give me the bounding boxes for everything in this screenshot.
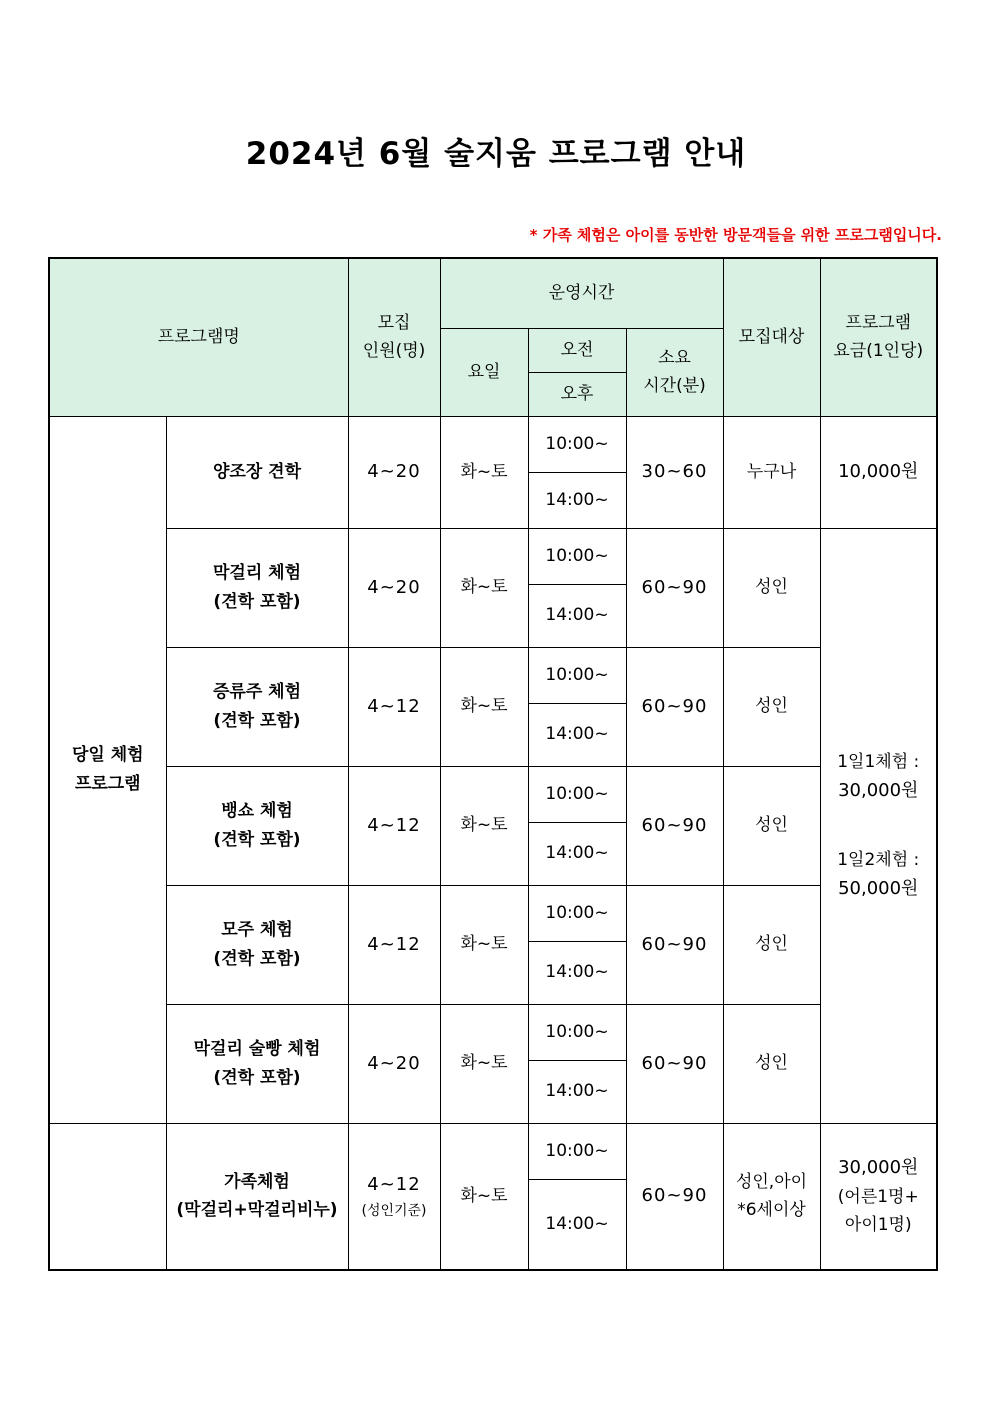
category-line2: 프로그램	[74, 773, 141, 794]
day-value: 화~토	[460, 1186, 508, 1207]
day-cell	[440, 647, 528, 766]
duration-cell	[626, 885, 723, 1004]
day-cell	[440, 416, 528, 528]
target-line1: 누구나	[746, 461, 797, 482]
day-value: 화~토	[460, 461, 508, 482]
program-name-line1: 모주 체험	[221, 920, 293, 941]
time-pm-cell	[528, 822, 626, 885]
day-value: 화~토	[460, 934, 508, 955]
time-am-value: 10:00~	[545, 433, 609, 454]
time-am-cell	[528, 1004, 626, 1060]
target-cell	[723, 766, 820, 885]
time-am-value: 10:00~	[545, 545, 609, 566]
time-am-cell	[528, 647, 626, 703]
table-row	[49, 416, 937, 472]
page-title: 2024년 6월 술지움 프로그램 안내	[245, 136, 747, 172]
program-name-line2: (견학 포함)	[213, 1067, 301, 1088]
duration-value: 60~90	[641, 576, 708, 598]
target-cell	[723, 416, 820, 528]
duration-cell	[626, 1004, 723, 1123]
program-name-cell	[166, 528, 348, 647]
table-row	[49, 528, 937, 584]
fee-experience-1-label: 1일1체험 :	[837, 751, 920, 772]
duration-value: 60~90	[641, 814, 708, 836]
program-name-line2: (견학 포함)	[213, 591, 301, 612]
program-name-line1: 막걸리 체험	[212, 563, 302, 584]
table-row	[49, 647, 937, 703]
time-pm-value: 14:00~	[545, 724, 609, 745]
target-cell	[723, 647, 820, 766]
time-am-cell	[528, 885, 626, 941]
duration-cell	[626, 1123, 723, 1270]
time-am-value: 10:00~	[545, 783, 609, 804]
people-note: (성인기준)	[361, 1202, 427, 1219]
day-cell	[440, 766, 528, 885]
day-value: 화~토	[460, 1053, 508, 1074]
program-name-line2: (막걸리+막걸리비누)	[176, 1200, 338, 1221]
header-operating-hours: 운영시간	[440, 258, 723, 328]
day-value: 화~토	[460, 696, 508, 717]
duration-cell	[626, 766, 723, 885]
program-table	[48, 257, 938, 1271]
time-pm-cell	[528, 1060, 626, 1123]
header-fee-line2: 요금(1인당)	[833, 341, 924, 362]
time-pm-value: 14:00~	[545, 605, 609, 626]
program-name-cell	[166, 766, 348, 885]
day-cell	[440, 1004, 528, 1123]
program-name-cell	[166, 1004, 348, 1123]
program-name-line1: 뱅쇼 체험	[221, 801, 293, 822]
family-note: * 가족 체험은 아이를 동반한 방문객들을 위한 프로그램입니다.	[529, 226, 942, 244]
day-cell	[440, 528, 528, 647]
people-cell	[348, 416, 440, 528]
header-target: 모집대상	[723, 258, 820, 416]
header-fee	[820, 258, 937, 416]
header-day: 요일	[440, 328, 528, 416]
program-name-line1: 증류주 체험	[212, 682, 302, 703]
day-cell	[440, 885, 528, 1004]
category-blank-cell	[49, 1123, 166, 1270]
people-value: 4~12	[367, 1173, 421, 1195]
fee-experience-2-price: 50,000원	[838, 877, 919, 899]
target-line1: 성인	[755, 934, 788, 955]
people-cell	[348, 647, 440, 766]
time-am-value: 10:00~	[545, 1021, 609, 1042]
fee-tour: 10,000원	[838, 461, 919, 483]
header-recruit-line1: 모집	[377, 313, 411, 334]
target-line1: 성인	[755, 815, 788, 836]
target-cell	[723, 1123, 820, 1270]
table-row	[49, 1123, 937, 1179]
header-duration-line1: 소요	[658, 347, 691, 368]
fee-spacer	[821, 806, 937, 846]
fee-experience-2-label: 1일2체험 :	[837, 849, 920, 870]
target-line2: *6세이상	[737, 1200, 806, 1221]
time-pm-cell	[528, 472, 626, 528]
duration-value: 60~90	[641, 1052, 708, 1074]
program-name-cell	[166, 416, 348, 528]
time-am-value: 10:00~	[545, 664, 609, 685]
time-pm-value: 14:00~	[545, 843, 609, 864]
table-row	[49, 766, 937, 822]
people-cell	[348, 766, 440, 885]
target-cell	[723, 885, 820, 1004]
duration-value: 60~90	[641, 695, 708, 717]
header-pm: 오후	[528, 372, 626, 416]
day-value: 화~토	[460, 815, 508, 836]
time-pm-cell	[528, 1179, 626, 1270]
program-name-cell	[166, 885, 348, 1004]
target-cell	[723, 1004, 820, 1123]
duration-cell	[626, 416, 723, 528]
header-recruit-line2: 인원(명)	[362, 341, 426, 362]
header-duration	[626, 328, 723, 416]
time-am-cell	[528, 766, 626, 822]
time-pm-value: 14:00~	[545, 962, 609, 983]
program-name-cell	[166, 647, 348, 766]
program-name-line2: (견학 포함)	[213, 710, 301, 731]
fee-family-price: 30,000원	[838, 1157, 919, 1179]
header-fee-line1: 프로그램	[845, 313, 912, 334]
duration-value: 60~90	[641, 1185, 708, 1207]
fee-experience-cell	[820, 528, 937, 1123]
time-am-cell	[528, 1123, 626, 1179]
people-cell	[348, 1004, 440, 1123]
day-value: 화~토	[460, 577, 508, 598]
time-pm-value: 14:00~	[545, 1214, 609, 1235]
duration-value: 60~90	[641, 933, 708, 955]
header-recruit	[348, 258, 440, 416]
people-cell	[348, 528, 440, 647]
people-cell	[348, 1123, 440, 1270]
header-am: 오전	[528, 328, 626, 372]
time-pm-cell	[528, 703, 626, 766]
category-cell	[49, 416, 166, 1123]
fee-experience-1-price: 30,000원	[838, 779, 919, 801]
time-pm-value: 14:00~	[545, 1081, 609, 1102]
program-name-cell	[166, 1123, 348, 1270]
header-program-name: 프로그램명	[49, 258, 348, 416]
category-line1: 당일 체험	[71, 745, 144, 766]
fee-cell	[820, 416, 937, 528]
people-value: 4~12	[367, 814, 421, 836]
time-pm-cell	[528, 941, 626, 1004]
program-name-line1: 양조장 견학	[212, 461, 302, 482]
target-line1: 성인	[755, 1053, 788, 1074]
people-value: 4~20	[367, 576, 421, 598]
people-value: 4~20	[367, 1052, 421, 1074]
people-cell	[348, 885, 440, 1004]
duration-cell	[626, 647, 723, 766]
duration-value: 30~60	[641, 461, 708, 483]
target-line1: 성인	[755, 577, 788, 598]
people-value: 4~20	[367, 461, 421, 483]
target-line1: 성인	[755, 696, 788, 717]
people-value: 4~12	[367, 933, 421, 955]
table-row	[49, 1004, 937, 1060]
program-name-line1: 가족체험	[224, 1172, 290, 1193]
time-am-value: 10:00~	[545, 902, 609, 923]
time-pm-cell	[528, 584, 626, 647]
day-cell	[440, 1123, 528, 1270]
people-value: 4~12	[367, 695, 421, 717]
fee-family-note2: 아이1명)	[844, 1215, 912, 1236]
duration-cell	[626, 528, 723, 647]
header-duration-line2: 시간(분)	[643, 376, 706, 396]
time-pm-value: 14:00~	[545, 489, 609, 510]
fee-family-cell	[820, 1123, 937, 1270]
program-name-line1: 막걸리 술빵 체험	[193, 1039, 321, 1060]
time-am-cell	[528, 528, 626, 584]
target-line1: 성인,아이	[735, 1172, 808, 1193]
table-row	[49, 885, 937, 941]
program-name-line2: (견학 포함)	[213, 829, 301, 850]
target-cell	[723, 528, 820, 647]
time-am-value: 10:00~	[545, 1140, 609, 1161]
time-am-cell	[528, 416, 626, 472]
fee-family-note1: (어른1명+	[837, 1187, 919, 1208]
program-name-line2: (견학 포함)	[213, 948, 301, 969]
